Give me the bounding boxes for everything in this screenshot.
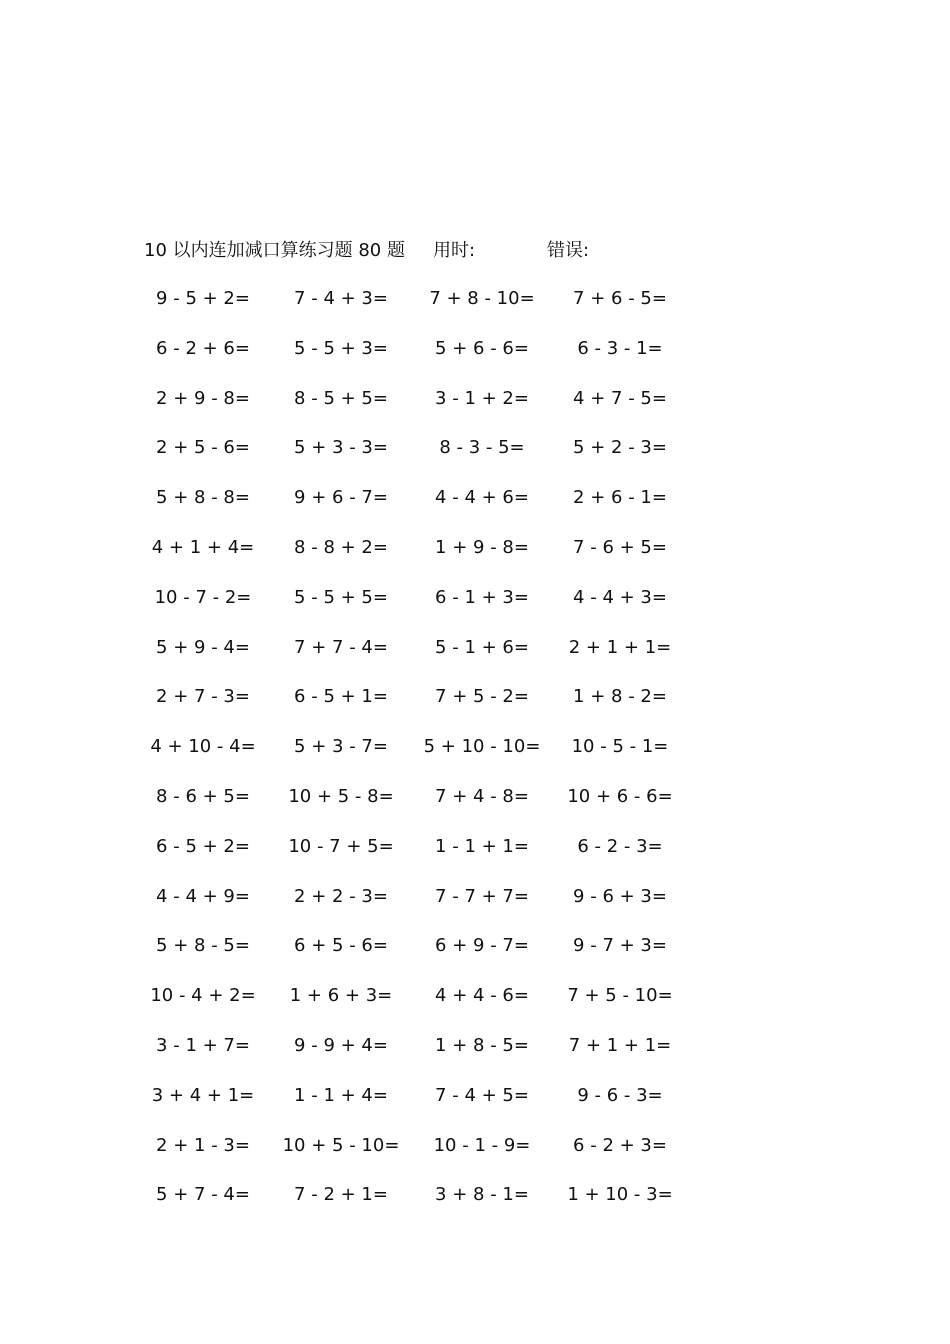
problem-row — [0, 1081, 950, 1131]
problem-item: 6 + 5 - 6= — [294, 935, 388, 957]
problem-item: 10 - 7 + 5= — [288, 835, 394, 857]
problem-item: 2 + 1 + 1= — [568, 636, 672, 658]
problem-item: 7 + 7 - 4= — [294, 636, 388, 658]
problem-item: 7 - 7 + 7= — [435, 885, 529, 907]
problem-item: 7 + 6 - 5= — [573, 288, 667, 309]
problem-row — [0, 782, 950, 832]
problem-row — [0, 433, 950, 483]
problem-row — [0, 832, 950, 882]
worksheet-title: 10 以内连加减口算练习题 80 题 — [144, 240, 405, 261]
problem-row — [0, 981, 950, 1031]
problem-item: 7 - 6 + 5= — [573, 536, 667, 558]
problem-item: 6 - 1 + 3= — [435, 586, 529, 608]
problem-item: 5 + 3 - 7= — [294, 736, 388, 758]
problem-row — [0, 1131, 950, 1181]
problem-item: 5 + 7 - 4= — [156, 1184, 250, 1206]
problem-item: 4 + 4 - 6= — [435, 985, 529, 1007]
problem-item: 3 + 8 - 1= — [435, 1184, 529, 1206]
problem-item: 2 + 2 - 3= — [294, 885, 388, 907]
problem-item: 1 - 1 + 1= — [435, 835, 529, 857]
problem-item: 5 + 9 - 4= — [156, 636, 250, 658]
problem-item: 10 - 5 - 1= — [571, 736, 669, 758]
problem-row — [0, 882, 950, 932]
problem-item: 2 + 6 - 1= — [573, 487, 667, 509]
problem-item: 4 - 4 + 9= — [156, 885, 250, 907]
problem-row — [0, 384, 950, 434]
problem-row — [0, 533, 950, 583]
problem-item: 9 + 6 - 7= — [294, 487, 388, 509]
problem-item: 10 + 5 - 8= — [288, 785, 394, 807]
problem-item: 1 + 10 - 3= — [567, 1184, 673, 1206]
problem-item: 2 + 9 - 8= — [156, 387, 250, 409]
problem-item: 8 - 5 + 5= — [294, 387, 388, 409]
problem-item: 10 - 1 - 9= — [433, 1134, 531, 1156]
problem-item: 6 - 2 + 6= — [156, 337, 250, 359]
problem-item: 7 - 4 + 5= — [435, 1084, 529, 1106]
problem-item: 1 + 6 + 3= — [289, 985, 393, 1007]
problem-row — [0, 633, 950, 683]
problem-item: 6 - 5 + 1= — [294, 686, 388, 708]
problem-item: 7 - 4 + 3= — [294, 288, 388, 309]
problem-item: 8 - 3 - 5= — [439, 437, 525, 459]
problem-row — [0, 931, 950, 981]
problem-row — [0, 732, 950, 782]
problem-item: 8 - 8 + 2= — [294, 536, 388, 558]
problem-grid — [0, 284, 950, 1230]
problem-item: 2 + 5 - 6= — [156, 437, 250, 459]
problem-row — [0, 284, 950, 334]
problem-item: 5 - 1 + 6= — [435, 636, 529, 658]
problem-item: 4 + 1 + 4= — [151, 536, 255, 558]
problem-item: 4 - 4 + 6= — [435, 487, 529, 509]
problem-item: 9 - 5 + 2= — [156, 288, 250, 309]
problem-item: 6 - 3 - 1= — [577, 337, 663, 359]
problem-row — [0, 583, 950, 633]
problem-item: 2 + 1 - 3= — [156, 1134, 250, 1156]
problem-item: 9 - 7 + 3= — [573, 935, 667, 957]
problem-item: 4 + 10 - 4= — [150, 736, 256, 758]
problem-item: 9 - 9 + 4= — [294, 1034, 388, 1056]
problem-item: 6 - 2 - 3= — [577, 835, 663, 857]
problem-item: 5 - 5 + 5= — [294, 586, 388, 608]
problem-item: 7 + 4 - 8= — [435, 785, 529, 807]
problem-row — [0, 1031, 950, 1081]
problem-item: 9 - 6 - 3= — [577, 1084, 663, 1106]
problem-item: 1 + 9 - 8= — [435, 536, 529, 558]
problem-item: 1 + 8 - 5= — [435, 1034, 529, 1056]
problem-item: 5 + 8 - 8= — [156, 487, 250, 509]
problem-item: 8 - 6 + 5= — [156, 785, 250, 807]
problem-item: 6 - 5 + 2= — [156, 835, 250, 857]
problem-item: 4 + 7 - 5= — [573, 387, 667, 409]
problem-row — [0, 682, 950, 732]
problem-item: 1 + 8 - 2= — [573, 686, 667, 708]
problem-row — [0, 483, 950, 533]
worksheet-header — [0, 236, 950, 266]
problem-item: 7 + 8 - 10= — [429, 288, 535, 309]
problem-item: 10 - 7 - 2= — [154, 586, 252, 608]
problem-item: 10 + 6 - 6= — [567, 785, 673, 807]
problem-item: 3 - 1 + 2= — [435, 387, 529, 409]
problem-item: 5 + 6 - 6= — [435, 337, 529, 359]
problem-item: 5 + 10 - 10= — [423, 736, 541, 758]
problem-row — [0, 334, 950, 384]
problem-item: 1 - 1 + 4= — [294, 1084, 388, 1106]
problem-item: 10 + 5 - 10= — [282, 1134, 400, 1156]
time-used-label: 用时: — [433, 240, 476, 261]
problem-item: 3 - 1 + 7= — [156, 1034, 250, 1056]
problem-item: 9 - 6 + 3= — [573, 885, 667, 907]
errors-label: 错误: — [547, 240, 590, 261]
problem-item: 4 - 4 + 3= — [573, 586, 667, 608]
problem-item: 6 - 2 + 3= — [573, 1134, 667, 1156]
problem-item: 7 - 2 + 1= — [294, 1184, 388, 1206]
problem-row — [0, 1180, 950, 1230]
problem-item: 5 - 5 + 3= — [294, 337, 388, 359]
problem-item: 2 + 7 - 3= — [156, 686, 250, 708]
problem-item: 3 + 4 + 1= — [151, 1084, 255, 1106]
problem-item: 5 + 2 - 3= — [573, 437, 667, 459]
problem-item: 5 + 3 - 3= — [294, 437, 388, 459]
problem-item: 7 + 5 - 10= — [567, 985, 673, 1007]
problem-item: 7 + 1 + 1= — [568, 1034, 672, 1056]
problem-item: 6 + 9 - 7= — [435, 935, 529, 957]
problem-item: 7 + 5 - 2= — [435, 686, 529, 708]
problem-item: 5 + 8 - 5= — [156, 935, 250, 957]
problem-item: 10 - 4 + 2= — [150, 985, 256, 1007]
